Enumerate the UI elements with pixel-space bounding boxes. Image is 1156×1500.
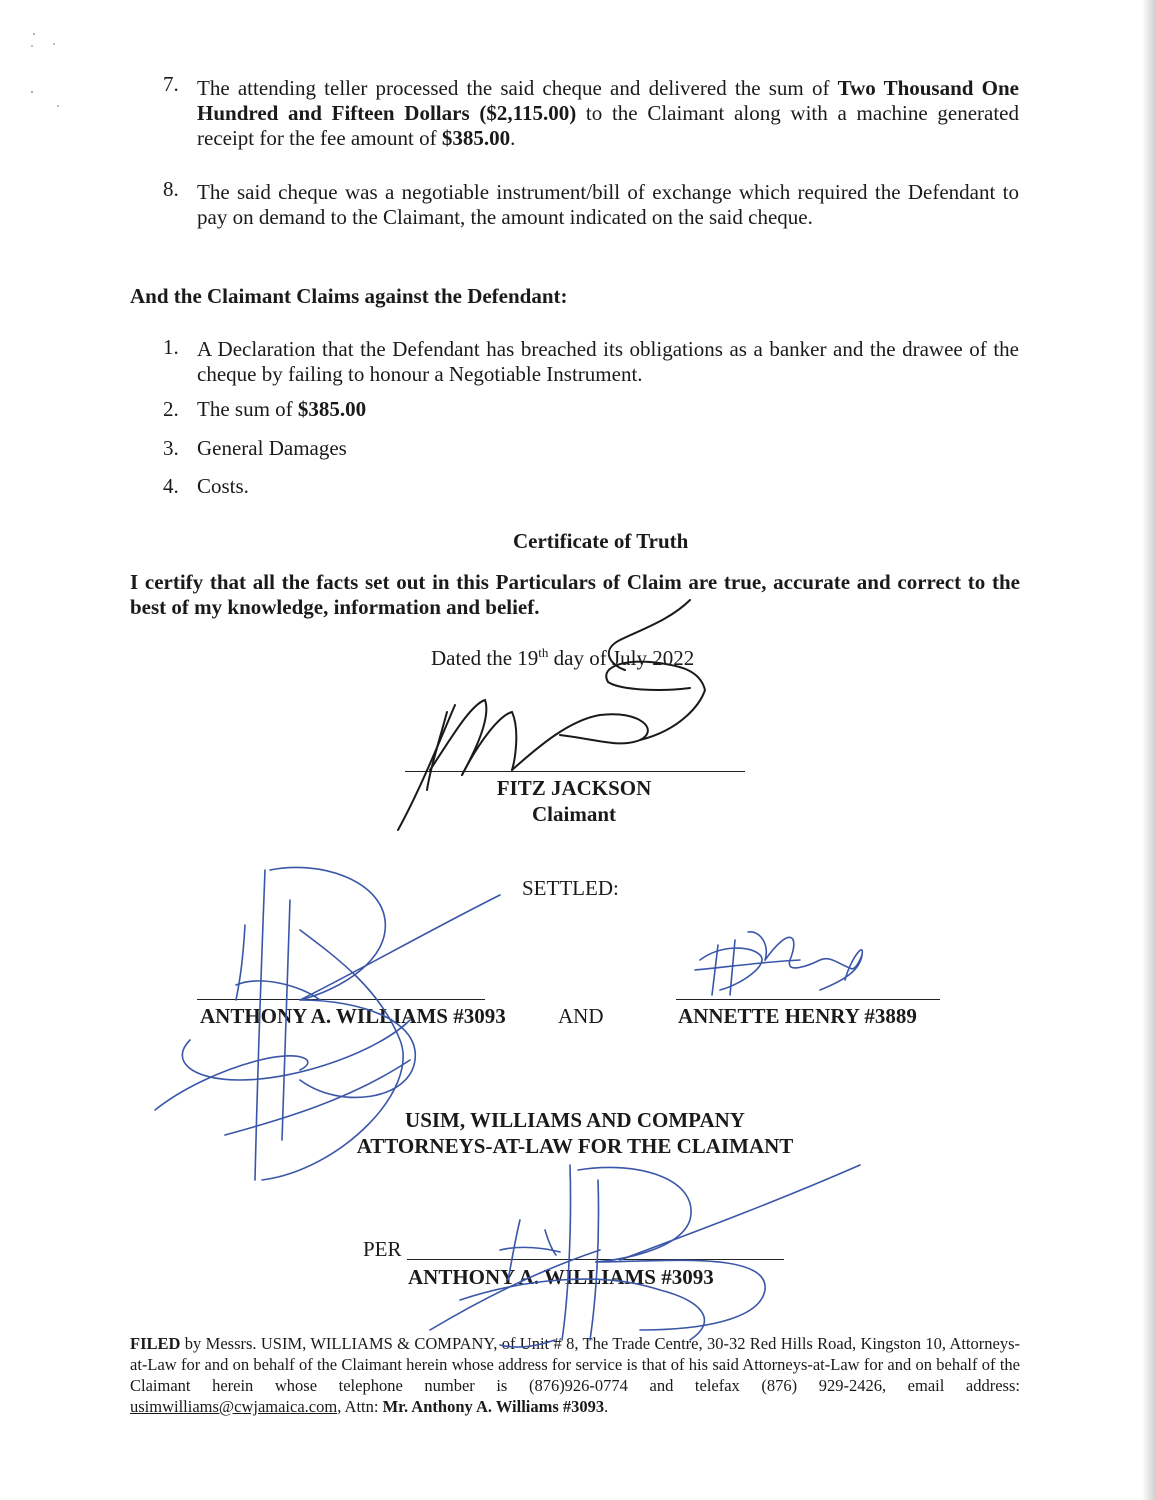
- settled-label: SETTLED:: [522, 876, 619, 900]
- item-7-number: 7.: [163, 72, 179, 96]
- claim-1-number: 1.: [163, 335, 179, 359]
- item-7-text-1: The attending teller processed the said cheque and delivered the sum of: [197, 76, 838, 100]
- per-label: PER: [363, 1237, 402, 1261]
- filed-email-link[interactable]: usimwilliams@cwjamaica.com: [130, 1397, 338, 1416]
- per-signature-line: [407, 1259, 784, 1260]
- per-signature: [430, 1165, 860, 1347]
- filed-lead: FILED: [130, 1334, 181, 1353]
- filed-text-2: , Attn:: [337, 1397, 383, 1416]
- claim-4-text: Costs.: [197, 474, 249, 498]
- claim-2-amount: $385.00: [297, 397, 367, 421]
- scan-edge-shadow: [1142, 0, 1156, 1500]
- filed-text-1: by Messrs. USIM, WILLIAMS & COMPANY, of Unit # 8, The Trade Centre, 30-32 Red Hills Road, Kingston 10, Attorneys-at-Law for and on behalf of the Claimant herein whose address for service is that of his said Attorneys-at-Law for and on behalf of the Claimant herein whose telephone number is (876)926-0774 and telefax (876) 929-2426, email address:: [130, 1334, 1020, 1395]
- attorney-1-name: ANTHONY A. WILLIAMS #3093: [200, 1004, 506, 1028]
- claim-2-number: 2.: [163, 397, 179, 421]
- attorney-2-name: ANNETTE HENRY #3889: [678, 1004, 917, 1028]
- dated-prefix: Dated the 19: [431, 646, 539, 670]
- claim-3-text: General Damages: [197, 436, 347, 460]
- filed-attn: Mr. Anthony A. Williams #3093: [382, 1397, 605, 1416]
- item-7-amount: Two Thousand One Hundred and Fifteen Dollars ($2,115.00): [197, 76, 1019, 125]
- dated-sup: th: [538, 645, 549, 660]
- claim-2-text: [197, 397, 366, 422]
- scan-speckles: [28, 30, 68, 120]
- claimant-role: Claimant: [532, 802, 616, 826]
- item-8-number: 8.: [163, 177, 179, 201]
- claim-3-number: 3.: [163, 436, 179, 460]
- attorney-2-signature-line: [676, 999, 940, 1000]
- item-8-text: The said cheque was a negotiable instrument/bill of exchange which required the Defendant to pay on demand to the Claimant, the amount indicated on the said cheque.: [197, 180, 1019, 229]
- claim-1-text: A Declaration that the Defendant has breached its obligations as a banker and the drawee of the cheque by failing to honour a Negotiable Instrument.: [197, 337, 1019, 386]
- certificate-statement: I certify that all the facts set out in this Particulars of Claim are true, accurate and correct to the best of my knowledge, information and belief.: [130, 570, 1020, 619]
- claim-4-number: 4.: [163, 474, 179, 498]
- certificate-heading: Certificate of Truth: [513, 529, 689, 553]
- dated-line: [431, 645, 694, 671]
- claim-2-label: The sum of: [197, 397, 298, 421]
- dated-suffix: day of July 2022: [548, 646, 695, 670]
- claimant-name: FITZ JACKSON: [496, 776, 652, 800]
- filed-paragraph: [130, 1333, 1020, 1417]
- settled-and: AND: [558, 1004, 604, 1028]
- firm-subtitle: ATTORNEYS-AT-LAW FOR THE CLAIMANT: [356, 1134, 794, 1158]
- item-7-text-3: .: [510, 126, 516, 150]
- item-7-text-2: to the Claimant along with a machine generated receipt for the fee amount of: [197, 101, 1019, 150]
- attorney-1-signature-line: [197, 999, 485, 1000]
- claimant-signature-line: [405, 771, 745, 772]
- per-name: ANTHONY A. WILLIAMS #3093: [408, 1265, 714, 1289]
- firm-name: USIM, WILLIAMS AND COMPANY: [405, 1108, 745, 1132]
- filed-text-3: .: [604, 1397, 609, 1416]
- item-7-text: [197, 76, 1019, 151]
- item-7-fee: $385.00: [441, 126, 511, 150]
- claims-heading: And the Claimant Claims against the Defendant:: [130, 284, 568, 308]
- attorney-henry-signature: [695, 932, 862, 995]
